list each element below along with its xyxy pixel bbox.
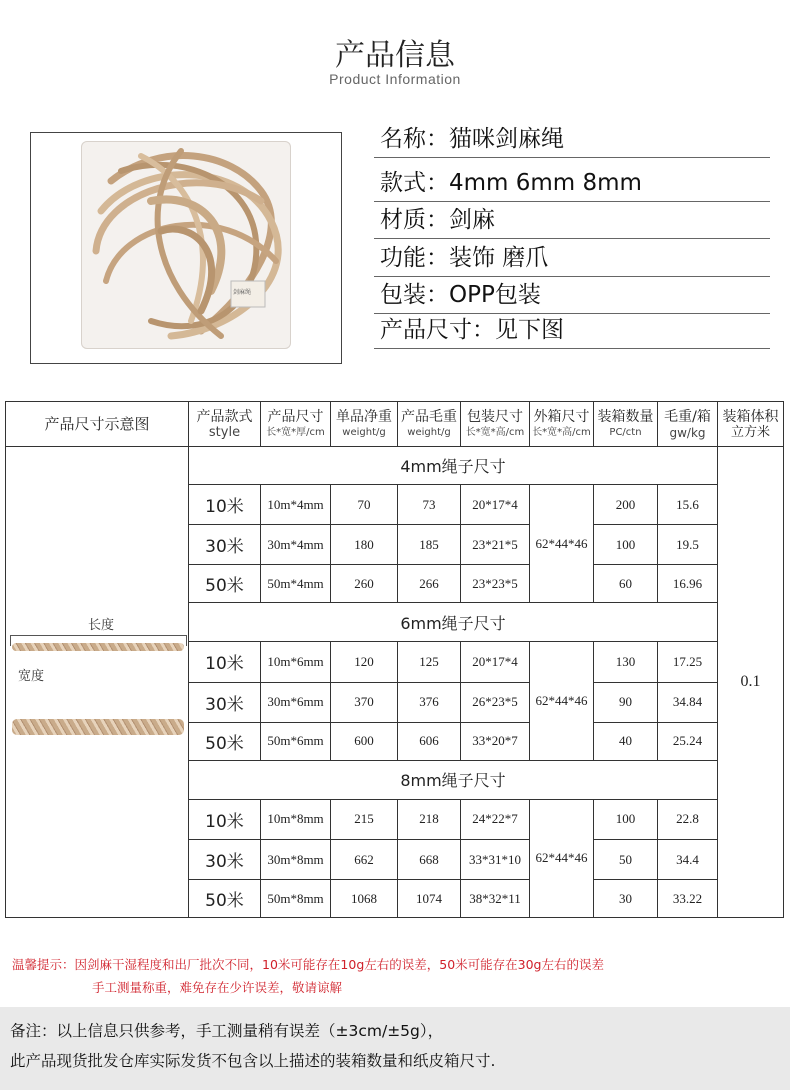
cell-size: 10m*6mm — [261, 642, 331, 682]
bag-tag-label: 剑麻绳 — [233, 289, 252, 296]
cell-gw: 25.24 — [658, 722, 718, 760]
cell-qty: 100 — [594, 525, 658, 565]
cell-carton: 62*44*46 — [530, 642, 594, 760]
cell-style: 10米 — [189, 642, 261, 682]
cell-net: 260 — [331, 565, 398, 603]
header-carton-size: 外箱尺寸 长*宽*高/cm — [530, 402, 594, 447]
notes-line-2: 此产品现货批发仓库实际发货不包含以上描述的装箱数量和纸皮箱尺寸. — [10, 1052, 496, 1070]
cell-gross: 125 — [398, 642, 461, 682]
cell-style: 50米 — [189, 565, 261, 603]
cell-gw: 34.84 — [658, 682, 718, 722]
cell-pack: 24*22*7 — [461, 799, 530, 839]
width-label: 宽度 — [18, 669, 45, 684]
cell-pack: 20*17*4 — [461, 642, 530, 682]
cell-gross: 668 — [398, 840, 461, 880]
cell-gw: 17.25 — [658, 642, 718, 682]
cell-qty: 200 — [594, 485, 658, 525]
cell-carton: 62*44*46 — [530, 485, 594, 603]
info-row-size — [374, 312, 770, 349]
cell-net: 1068 — [331, 880, 398, 918]
warning-line-2: 手工测量称重，难免存在少许误差，敬请谅解 — [92, 980, 343, 995]
cell-size: 30m*4mm — [261, 525, 331, 565]
info-material: 材质：剑麻 — [380, 207, 495, 233]
cell-pack: 33*31*10 — [461, 840, 530, 880]
cell-pack: 23*21*5 — [461, 525, 530, 565]
header-net-weight: 单品净重 weight/g — [331, 402, 398, 447]
cell-qty: 100 — [594, 799, 658, 839]
spec-table — [5, 401, 784, 918]
cell-gw: 19.5 — [658, 525, 718, 565]
cell-net: 215 — [331, 799, 398, 839]
cell-gw: 16.96 — [658, 565, 718, 603]
cell-carton: 62*44*46 — [530, 799, 594, 917]
cell-gross: 185 — [398, 525, 461, 565]
cell-gross: 218 — [398, 799, 461, 839]
header-style: 产品款式 style — [189, 402, 261, 447]
cell-pack: 20*17*4 — [461, 485, 530, 525]
cell-qty: 60 — [594, 565, 658, 603]
header-diagram: 产品尺寸示意图 — [6, 402, 189, 447]
cell-qty: 40 — [594, 722, 658, 760]
info-style: 款式：4mm 6mm 8mm — [380, 170, 642, 196]
cell-gross: 73 — [398, 485, 461, 525]
cell-net: 120 — [331, 642, 398, 682]
group-title: 4mm绳子尺寸 — [189, 447, 718, 485]
length-label: 长度 — [88, 618, 115, 633]
cell-size: 50m*8mm — [261, 880, 331, 918]
header-volume: 装箱体积 立方米 — [718, 402, 784, 447]
cell-style: 10米 — [189, 799, 261, 839]
info-row-name — [374, 121, 770, 158]
product-photo — [30, 132, 342, 364]
cell-size: 30m*8mm — [261, 840, 331, 880]
header-gw: 毛重/箱 gw/kg — [658, 402, 718, 447]
cell-size: 10m*4mm — [261, 485, 331, 525]
cell-gross: 376 — [398, 682, 461, 722]
cell-style: 30米 — [189, 682, 261, 722]
cell-net: 70 — [331, 485, 398, 525]
cell-qty: 30 — [594, 880, 658, 918]
cell-style: 30米 — [189, 525, 261, 565]
cell-style: 10米 — [189, 485, 261, 525]
info-function: 功能：装饰 磨爪 — [380, 245, 549, 271]
volume-cell: 0.1 — [718, 447, 784, 918]
table-header-row — [6, 402, 784, 447]
page-title: 产品信息 — [335, 38, 455, 73]
cell-qty: 50 — [594, 840, 658, 880]
group-title-row — [6, 447, 784, 485]
page-subtitle: Product Information — [329, 71, 461, 87]
cell-pack: 33*20*7 — [461, 722, 530, 760]
info-row-material — [374, 202, 770, 239]
group-title: 6mm绳子尺寸 — [189, 603, 718, 642]
thick-rope-image — [12, 719, 184, 735]
info-name: 名称：猫咪剑麻绳 — [380, 126, 564, 152]
notes-line-1: 备注：以上信息只供参考，手工测量稍有误差（±3cm/±5g）， — [10, 1022, 444, 1040]
cell-net: 370 — [331, 682, 398, 722]
cell-gw: 33.22 — [658, 880, 718, 918]
cell-net: 600 — [331, 722, 398, 760]
cell-gw: 34.4 — [658, 840, 718, 880]
header-size: 产品尺寸 长*宽*厚/cm — [261, 402, 331, 447]
cell-gw: 15.6 — [658, 485, 718, 525]
info-row-style — [374, 165, 770, 202]
info-size: 产品尺寸：见下图 — [380, 317, 564, 343]
warning-line-1: 温馨提示：因剑麻干湿程度和出厂批次不同，10米可能存在10g左右的误差，50米可能存在30g左右的误差 — [12, 957, 604, 972]
info-packaging: 包装：OPP包装 — [380, 282, 541, 308]
jute-rope-package-photo-icon — [81, 141, 291, 349]
header-qty: 装箱数量 PC/ctn — [594, 402, 658, 447]
cell-style: 50米 — [189, 880, 261, 918]
cell-qty: 130 — [594, 642, 658, 682]
thin-rope-image — [12, 643, 184, 651]
cell-gross: 606 — [398, 722, 461, 760]
cell-net: 662 — [331, 840, 398, 880]
info-row-function — [374, 240, 770, 277]
cell-size: 50m*4mm — [261, 565, 331, 603]
header-pack-size: 包装尺寸 长*宽*高/cm — [461, 402, 530, 447]
cell-size: 30m*6mm — [261, 682, 331, 722]
info-row-packaging — [374, 277, 770, 314]
cell-pack: 38*32*11 — [461, 880, 530, 918]
cell-size: 50m*6mm — [261, 722, 331, 760]
header-gross-weight: 产品毛重 weight/g — [398, 402, 461, 447]
cell-style: 50米 — [189, 722, 261, 760]
cell-net: 180 — [331, 525, 398, 565]
size-diagram — [6, 447, 189, 918]
cell-pack: 23*23*5 — [461, 565, 530, 603]
cell-qty: 90 — [594, 682, 658, 722]
cell-style: 30米 — [189, 840, 261, 880]
cell-gross: 1074 — [398, 880, 461, 918]
cell-gw: 22.8 — [658, 799, 718, 839]
cell-gross: 266 — [398, 565, 461, 603]
cell-pack: 26*23*5 — [461, 682, 530, 722]
group-title: 8mm绳子尺寸 — [189, 760, 718, 799]
cell-size: 10m*8mm — [261, 799, 331, 839]
